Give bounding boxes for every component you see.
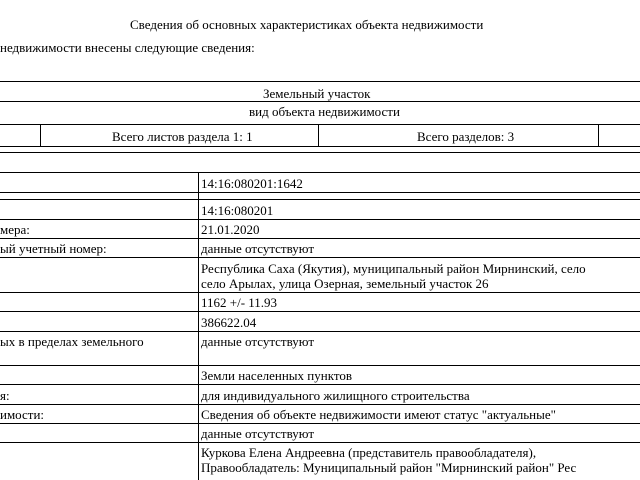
row-divider	[0, 331, 640, 332]
cadastral-quarter-value: 14:16:080201	[201, 203, 274, 218]
address-value-line2: село Арылах, улица Озерная, земельный участок 26	[201, 276, 489, 291]
objects-within-value: данные отсутствуют	[201, 334, 315, 349]
permitted-use-label: я:	[0, 388, 10, 403]
record-status-label: имости:	[0, 407, 45, 422]
sheets-total: Всего листов раздела 1: 1	[112, 129, 253, 144]
previous-number-value: данные отсутствуют	[201, 241, 315, 256]
area-value: 1162 +/- 11.93	[201, 295, 278, 310]
row-divider	[0, 192, 640, 193]
row-divider	[0, 292, 640, 293]
divider	[598, 124, 599, 146]
record-status-value: Сведения об объекте недвижимости имеют статус "актуальные"	[201, 407, 556, 422]
assignment-date-label: мера:	[0, 222, 30, 237]
divider	[0, 101, 640, 102]
divider	[0, 81, 640, 82]
special-notes-value: данные отсутствуют	[201, 426, 315, 441]
divider	[40, 124, 41, 146]
row-divider	[0, 442, 640, 443]
row-divider	[0, 365, 640, 366]
objects-within-label: ых в пределах земельного	[0, 334, 144, 349]
row-divider	[0, 238, 640, 239]
row-divider	[0, 199, 640, 200]
divider	[0, 146, 640, 147]
document-subtitle: недвижимости внесены следующие сведения:	[0, 40, 255, 55]
previous-number-label: ый учетный номер:	[0, 241, 107, 256]
row-divider	[0, 257, 640, 258]
land-category-value: Земли населенных пунктов	[201, 368, 352, 383]
row-divider	[0, 423, 640, 424]
sections-total: Всего разделов: 3	[417, 129, 515, 144]
row-divider	[0, 219, 640, 220]
holder-value-line2: Правообладатель: Муниципальный район "Мирнинский район" Рес	[201, 460, 577, 475]
divider	[0, 124, 640, 125]
holder-value: Куркова Елена Андреевна (представитель правообладателя),	[201, 445, 537, 460]
row-divider	[0, 404, 640, 405]
divider	[318, 124, 319, 146]
address-value: Республика Саха (Якутия), муниципальный район Мирнинский, село	[201, 261, 586, 276]
cadastral-number-value: 14:16:080201:1642	[201, 176, 303, 191]
object-type-caption: вид объекта недвижимости	[249, 104, 400, 119]
cadastral-value: 386622.04	[201, 315, 257, 330]
divider	[0, 172, 640, 173]
object-type: Земельный участок	[263, 86, 371, 101]
document-title: Сведения об основных характеристиках объекта недвижимости	[130, 17, 484, 32]
assignment-date-value: 21.01.2020	[201, 222, 260, 237]
row-divider	[0, 384, 640, 385]
permitted-use-value: для индивидуального жилищного строительства	[201, 388, 470, 403]
row-divider	[0, 311, 640, 312]
divider	[0, 152, 640, 153]
